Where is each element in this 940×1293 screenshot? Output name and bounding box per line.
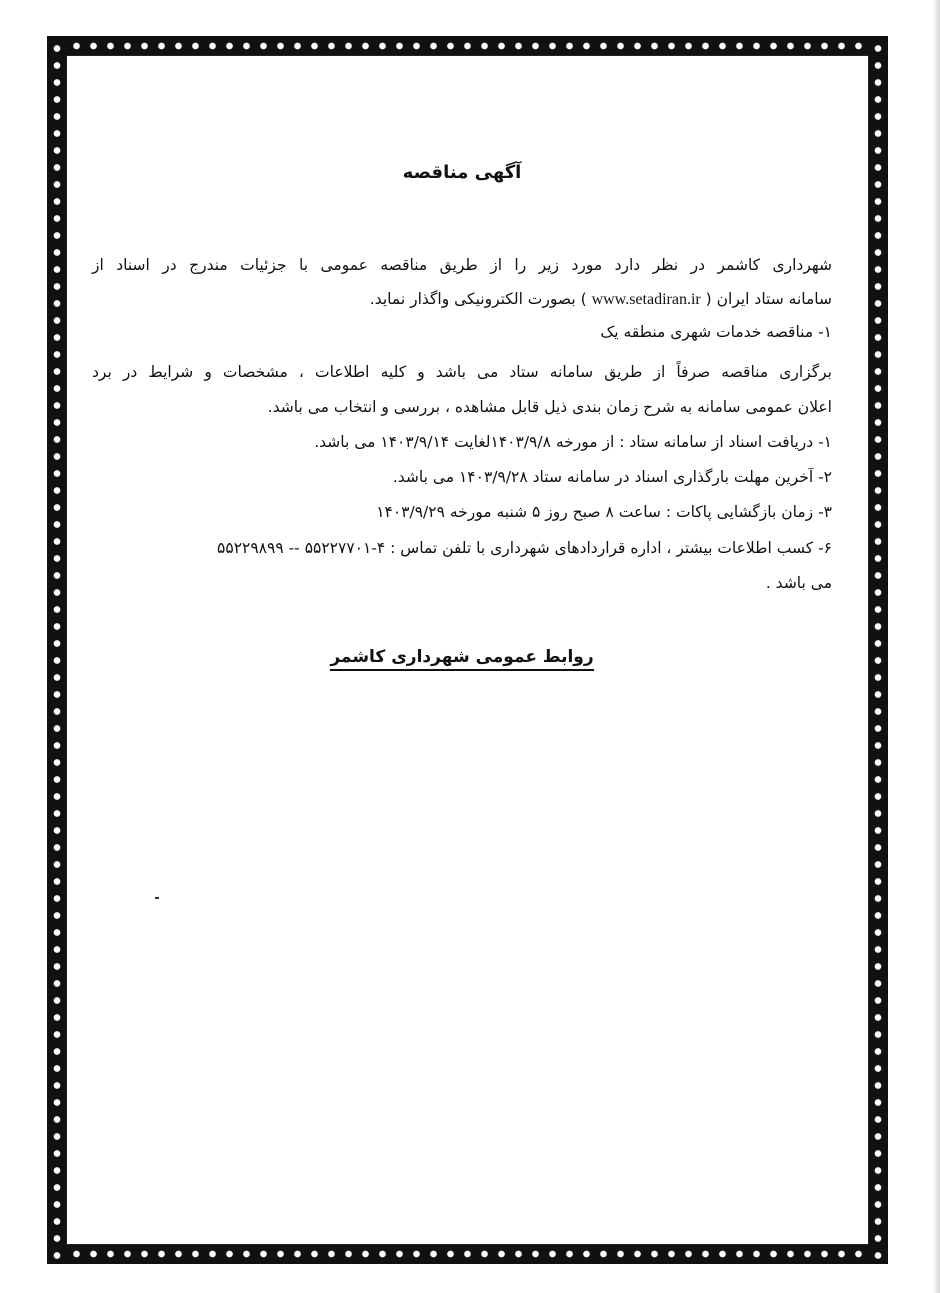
notice-title: آگهی مناقصه xyxy=(402,162,522,183)
scan-speck xyxy=(155,897,159,899)
intro-line-2 xyxy=(92,287,832,312)
contact-info-line-end: می باشد . xyxy=(765,574,832,592)
ornamental-border-left xyxy=(47,36,67,1264)
intro-text-before-url: سامانه ستاد ایران ( xyxy=(705,290,832,308)
schedule-item-receive-documents: ۱- دریافت اسناد از سامانه ستاد : از مورخه ۱۴۰۳/۹/۸لغایت ۱۴۰۳/۹/۱۴ می باشد. xyxy=(314,433,832,451)
ornamental-border-top xyxy=(47,36,888,56)
conditions-line-2: اعلان عمومی سامانه به شرح زمان بندی ذیل قابل مشاهده ، بررسی و انتخاب می باشد. xyxy=(267,398,832,416)
contact-info-line: ۶- کسب اطلاعات بیشتر ، اداره قراردادهای شهرداری با تلفن تماس : ۴-۵۵۲۲۷۷۰۱ -- ۵۵۲۲۹۸۹۹ xyxy=(217,539,832,557)
intro-text-after-url: ) بصورت الکترونیکی واگذار نماید. xyxy=(369,290,587,308)
schedule-item-upload-deadline: ۲- آخرین مهلت بارگذاری اسناد در سامانه ستاد ۱۴۰۳/۹/۲۸ می باشد. xyxy=(392,468,832,486)
intro-line-1: شهرداری کاشمر در نظر دارد مورد زیر را از طریق مناقصه عمومی با جزئیات مندرج در اسناد از xyxy=(92,256,832,274)
signature xyxy=(92,647,832,667)
ornamental-border-bottom xyxy=(47,1244,888,1264)
ornamental-border-right xyxy=(868,36,888,1264)
setadiran-url[interactable]: www.setadiran.ir xyxy=(591,291,701,308)
tender-item-title: ۱- مناقصه خدمات شهری منطقه یک xyxy=(600,323,832,341)
schedule-item-opening: ۳- زمان بازگشایی پاکات : ساعت ۸ صبح روز ۵ شنبه مورخه ۱۴۰۳/۹/۲۹ xyxy=(376,503,832,521)
conditions-line-1: برگزاری مناقصه صرفاً از طریق سامانه ستاد می باشد و کلیه اطلاعات ، مشخصات و شرایط در برد xyxy=(92,363,832,381)
signature-text: روابط عمومی شهرداری کاشمر xyxy=(330,647,593,671)
scan-edge xyxy=(932,0,940,1293)
